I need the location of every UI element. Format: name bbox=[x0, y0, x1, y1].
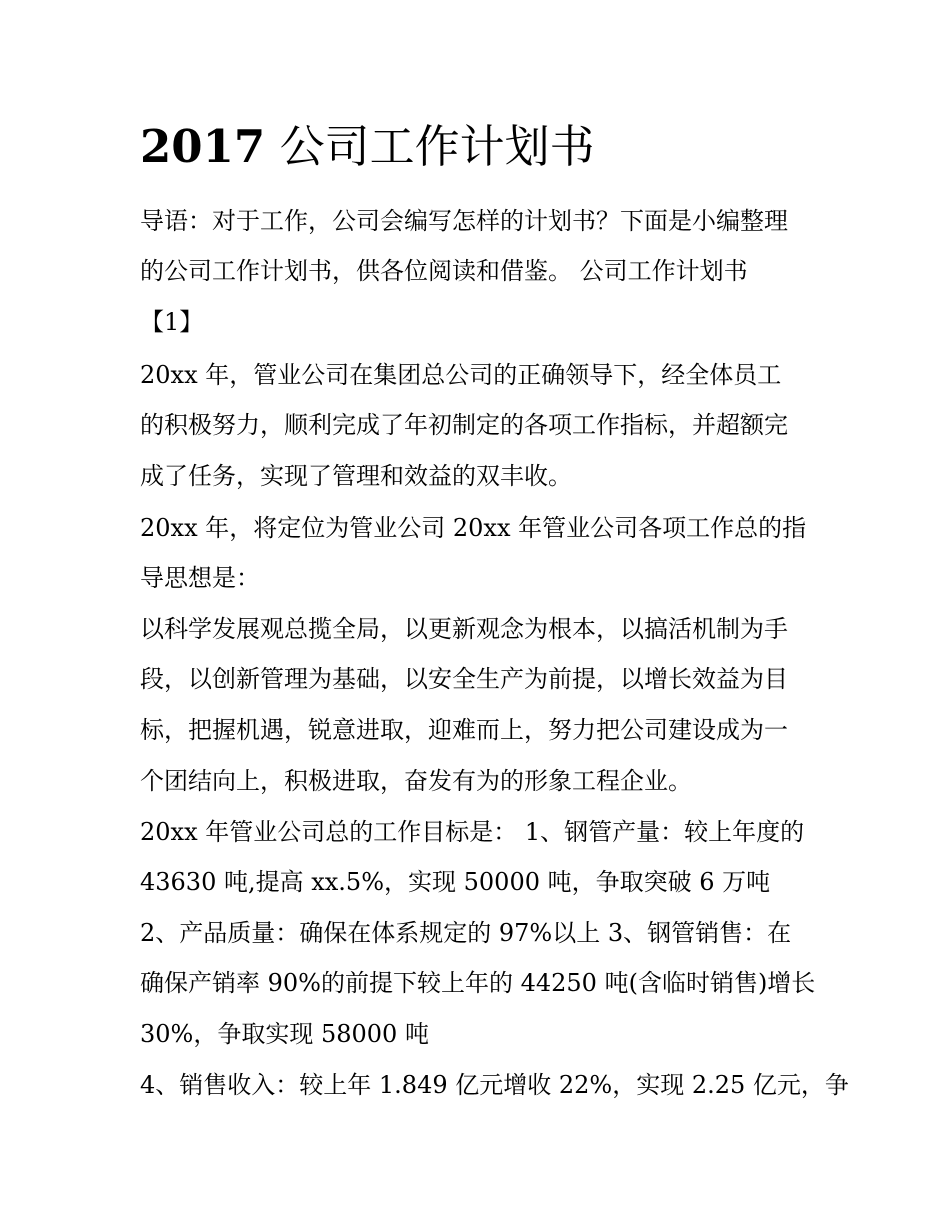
body-line-15: 2、产品质量：确保在体系规定的 97%以上 3、钢管销售：在 bbox=[140, 919, 792, 947]
body-line-5: 的积极努力，顺利完成了年初制定的各项工作指标，并超额完 bbox=[140, 411, 788, 439]
body-line-7: 20xx 年，将定位为管业公司 20xx 年管业公司各项工作总的指 bbox=[140, 514, 807, 542]
body-line-2: 的公司工作计划书，供各位阅读和借鉴。 公司工作计划书 bbox=[140, 257, 748, 285]
body-line-11: 标，把握机遇，锐意进取，迎难而上，努力把公司建设成为一 bbox=[140, 716, 788, 744]
body-line-14: 43630 吨,提高 xx.5%，实现 50000 吨，争取突破 6 万吨 bbox=[140, 868, 771, 896]
body-line-8: 导思想是： bbox=[140, 564, 260, 592]
body-line-9: 以科学发展观总揽全局，以更新观念为根本，以搞活机制为手 bbox=[140, 615, 788, 643]
body-line-13: 20xx 年管业公司总的工作目标是： 1、钢管产量：较上年度的 bbox=[140, 818, 805, 846]
body-line-6: 成了任务，实现了管理和效益的双丰收。 bbox=[140, 462, 572, 490]
title-text: 公司工作计划书 bbox=[279, 120, 595, 173]
body-line-18: 4、销售收入：较上年 1.849 亿元增收 22%，实现 2.25 亿元，争 bbox=[140, 1071, 849, 1099]
body-line-1: 导语：对于工作，公司会编写怎样的计划书？下面是小编整理 bbox=[140, 207, 788, 235]
body-line-16: 确保产销率 90%的前提下较上年的 44250 吨(含临时销售)增长 bbox=[140, 969, 816, 997]
body-line-4: 20xx 年，管业公司在集团总公司的正确领导下，经全体员工 bbox=[140, 361, 782, 389]
document-title bbox=[140, 112, 595, 182]
title-year: 2017 bbox=[140, 120, 266, 173]
body-line-12: 个团结向上，积极进取，奋发有为的形象工程企业。 bbox=[140, 767, 692, 795]
body-line-17: 30%，争取实现 58000 吨 bbox=[140, 1020, 429, 1048]
body-line-10: 段，以创新管理为基础，以安全生产为前提，以增长效益为目 bbox=[140, 665, 788, 693]
body-line-3: 【1】 bbox=[140, 308, 204, 336]
